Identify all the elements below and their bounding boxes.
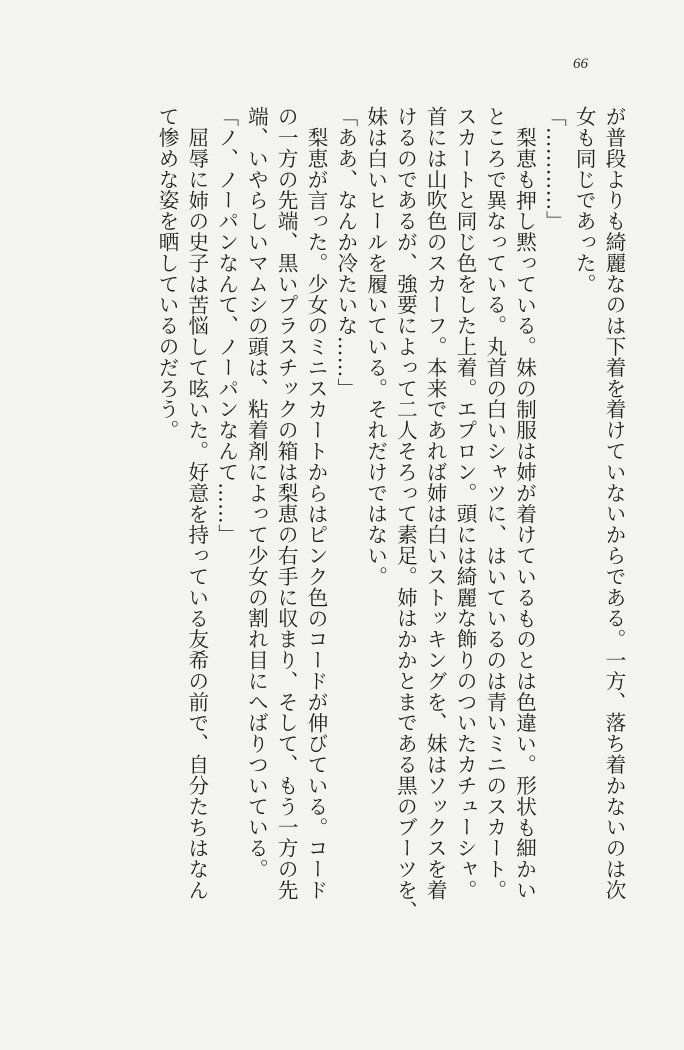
text-line: ところで異なっている。丸首の白いシャツに、はいているのは青いミニのスカート。 xyxy=(482,106,507,901)
text-line: スカートと同じ色をした上着。エプロン。頭には綺麗な飾りのついたカチューシャ。 xyxy=(453,106,478,901)
text-line: 「ああ、なんか冷たいな……」 xyxy=(333,106,358,399)
text-line: 端、いやらしいマムシの頭は、粘着剤によって少女の割れ目にへばりついている。 xyxy=(244,106,269,880)
text-line: けるのであるが、強要によって二人そろって素足。姉はかかとまである黒のブーツを、 xyxy=(393,106,418,922)
page-number: 66 xyxy=(573,56,588,72)
text-line: 「…………」 xyxy=(542,106,567,232)
text-line: が普段よりも綺麗なのは下着を着けていないからである。一方、落ち着かないのは次 xyxy=(602,106,626,901)
text-line: 妹は白いヒールを履いている。それだけではない。 xyxy=(363,106,388,587)
text-line: 梨恵が言った。少女のミニスカートからはピンク色のコードが伸びている。コード xyxy=(304,126,329,900)
text-line: 首には山吹色のスカーフ。本来であれば姉は白いストッキングを、妹はソックスを着 xyxy=(423,106,448,901)
body-text xyxy=(68,106,628,986)
text-line: 女も同じであった。 xyxy=(572,106,597,295)
text-line: の一方の先端、黒いプラスチックの箱は梨恵の右手に収まり、そして、もう一方の先 xyxy=(274,106,299,901)
text-line: 梨恵も押し黙っている。妹の制服は姉が着けているものとは色違い。形状も細かい xyxy=(512,126,537,900)
text-line: 屈辱に姉の史子は苦悩して呟いた。好意を持っている友希の前で、自分たちはなん xyxy=(184,126,209,900)
text-line: て惨めな姿を晒しているのだろう。 xyxy=(155,106,180,441)
text-line: 「ノ、ノーパンなんて、ノーパンなんて……」 xyxy=(214,106,239,545)
